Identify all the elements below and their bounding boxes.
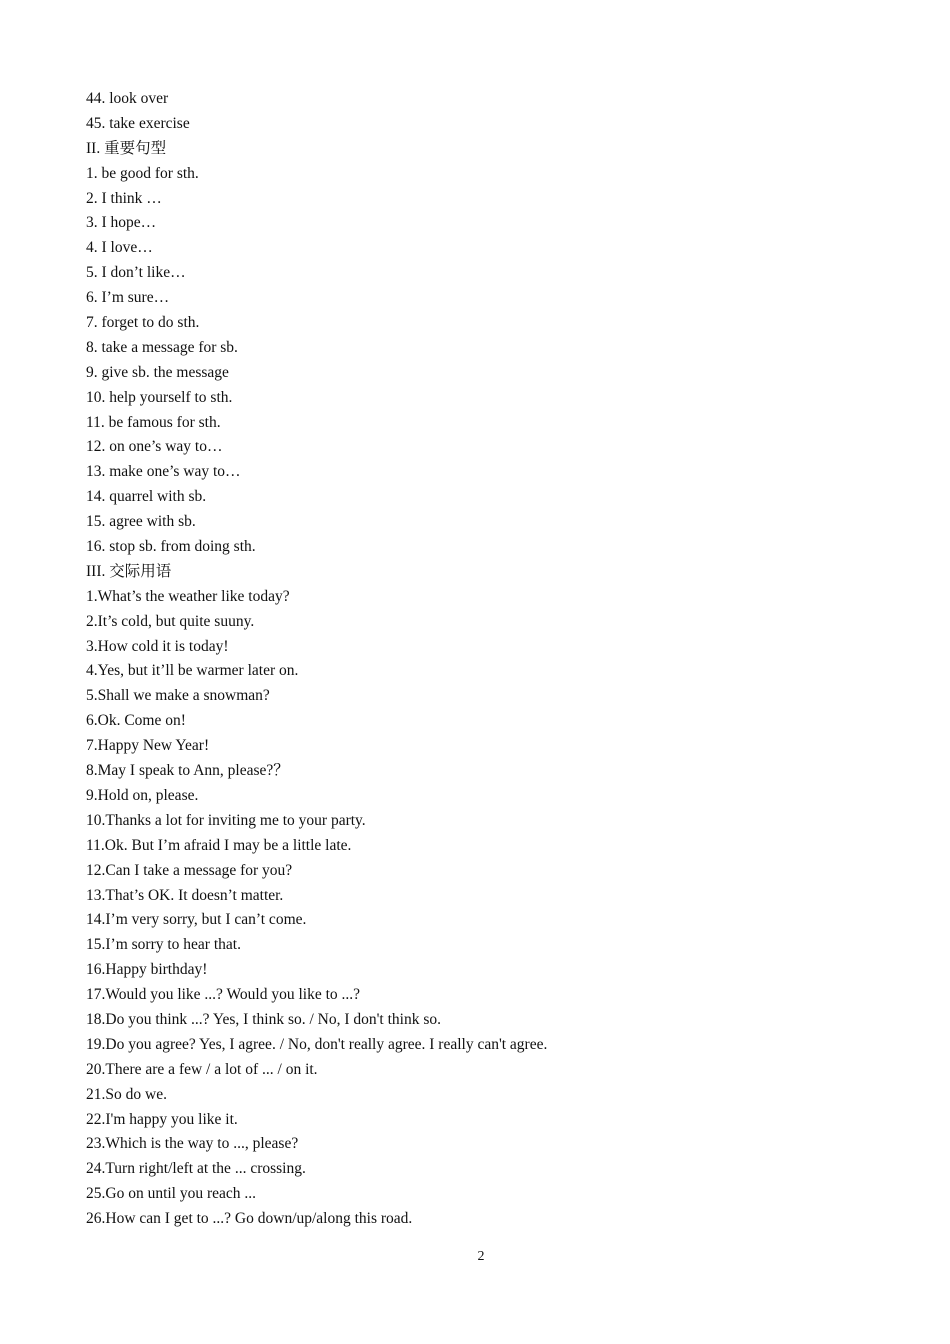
text-line: 2.It’s cold, but quite suuny. — [86, 612, 255, 630]
text-line: 5. I don’t like… — [86, 264, 186, 282]
text-line: 2. I think … — [86, 189, 162, 207]
text-line: 10. help yourself to sth. — [86, 388, 233, 406]
text-line: 13.That’s OK. It doesn’t matter. — [86, 886, 284, 904]
text-line: 24.Turn right/left at the ... crossing. — [86, 1160, 306, 1178]
text-line: 14.I’m very sorry, but I can’t come. — [86, 911, 307, 929]
text-line: 22.I'm happy you like it. — [86, 1110, 238, 1128]
text-line: 16. stop sb. from doing sth. — [86, 538, 256, 556]
document-body — [86, 87, 866, 1232]
text-line: 11. be famous for sth. — [86, 413, 221, 431]
text-line: 8. take a message for sb. — [86, 338, 238, 356]
text-line: 18.Do you think ...? Yes, I think so. / No, I don't think so. — [86, 1010, 442, 1028]
section-heading: III. 交际用语 — [86, 562, 172, 580]
text-line: 5.Shall we make a snowman? — [86, 687, 270, 705]
text-line: 14. quarrel with sb. — [86, 488, 207, 506]
text-line: 11.Ok. But I’m afraid I may be a little late. — [86, 836, 352, 854]
text-line: 44. look over — [86, 90, 169, 107]
text-line: 13. make one’s way to… — [86, 463, 241, 481]
text-line: 45. take exercise — [86, 114, 190, 132]
page-number: 2 — [477, 1249, 485, 1264]
text-line: 15. agree with sb. — [86, 513, 196, 531]
text-line: 1.What’s the weather like today? — [86, 587, 290, 605]
text-line: 8.May I speak to Ann, please?？ — [86, 762, 289, 780]
text-line: 9. give sb. the message — [86, 363, 229, 381]
text-line: 16.Happy birthday! — [86, 961, 208, 979]
text-line: 7. forget to do sth. — [86, 314, 200, 332]
text-line: 7.Happy New Year! — [86, 737, 210, 755]
text-line: 4.Yes, but it’ll be warmer later on. — [86, 662, 299, 680]
text-line: 6. I’m sure… — [86, 289, 170, 307]
text-line: 12.Can I take a message for you? — [86, 861, 293, 879]
text-line: 9.Hold on, please. — [86, 786, 199, 804]
text-line: 10.Thanks a lot for inviting me to your party. — [86, 811, 366, 829]
text-line: 4. I love… — [86, 239, 153, 257]
text-line: 1. be good for sth. — [86, 164, 199, 182]
text-line: 17.Would you like ...? Would you like to ...? — [86, 986, 361, 1004]
section-heading: II. 重要句型 — [86, 139, 167, 157]
text-line: 3.How cold it is today! — [86, 637, 229, 655]
text-line: 6.Ok. Come on! — [86, 712, 186, 730]
text-line: 23.Which is the way to ..., please? — [86, 1135, 299, 1153]
text-line: 26.How can I get to ...? Go down/up/along this road. — [86, 1210, 413, 1228]
text-line: 12. on one’s way to… — [86, 438, 223, 456]
text-line: 15.I’m sorry to hear that. — [86, 936, 241, 954]
text-line: 25.Go on until you reach ... — [86, 1185, 257, 1203]
text-line: 19.Do you agree? Yes, I agree. / No, don't really agree. I really can't agree. — [86, 1035, 548, 1053]
text-line: 20.There are a few / a lot of ... / on it. — [86, 1060, 318, 1078]
text-line: 3. I hope… — [86, 214, 157, 232]
text-line: 21.So do we. — [86, 1085, 167, 1103]
